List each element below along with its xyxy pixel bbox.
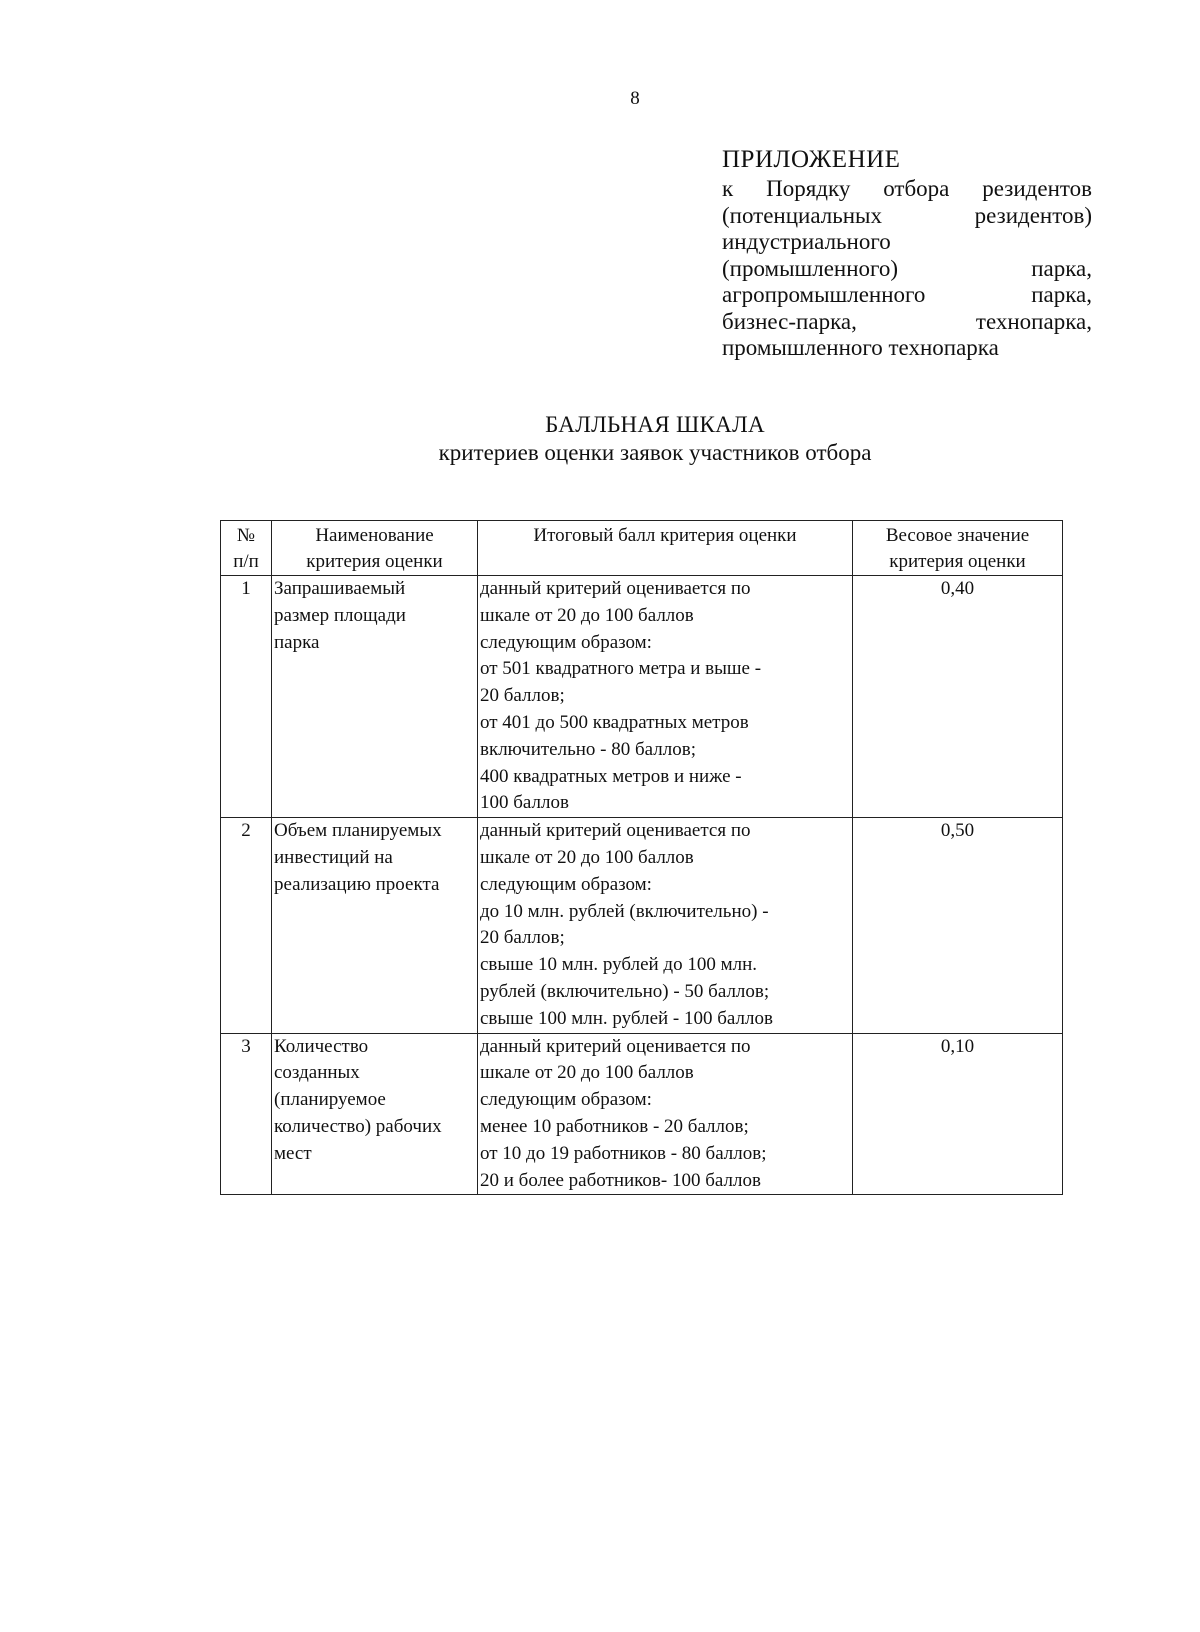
criterion-score [478,818,853,1033]
score-line: следующим образом: [480,631,652,653]
appendix-word: к [722,176,734,201]
criterion-weight: 0,40 [853,576,1063,818]
score-line: рублей (включительно) - 50 баллов; [480,980,770,1002]
score-line: свыше 10 млн. рублей до 100 млн. [480,954,758,976]
criterion-name-line: количество) рабочих [274,1115,442,1137]
appendix-title: ПРИЛОЖЕНИЕ [722,146,901,173]
appendix-word: технопарка, [975,308,1092,334]
criterion-name-line: размер площади [274,604,406,626]
appendix-word: (промышленного) [722,255,899,281]
score-line: от 10 до 19 работников - 80 баллов; [480,1142,767,1164]
score-line: шкале от 20 до 100 баллов [480,604,694,626]
document-heading: БАЛЛЬНАЯ ШКАЛА [545,412,765,437]
table-row [221,1033,1063,1195]
score-line: 400 квадратных метров и ниже - [480,765,742,787]
score-line: шкале от 20 до 100 баллов [480,1062,694,1084]
appendix-word: (потенциальных [722,202,882,228]
appendix-line [722,256,1092,283]
row-number: 2 [221,818,272,1033]
appendix-block [722,144,1092,362]
score-line: 20 баллов; [480,927,565,949]
criterion-name-line: инвестиций на [274,846,393,868]
appendix-word: парка, [1031,255,1092,281]
criterion-name-line: парка [274,631,320,653]
score-line: свыше 100 млн. рублей - 100 баллов [480,1007,773,1029]
appendix-line [722,282,1092,309]
appendix-word: парка, [1031,282,1092,307]
appendix-line [722,203,1092,230]
appendix-word: промышленного технопарка [722,335,999,360]
score-line: 20 и более работников- 100 баллов [480,1169,761,1191]
score-line: до 10 млн. рублей (включительно) - [480,900,769,922]
appendix-lines [722,176,1092,362]
appendix-word: агропромышленного [722,282,926,307]
score-line: 100 баллов [480,792,569,814]
score-line: от 501 квадратного метра и выше - [480,658,762,680]
document-subheading: критериев оценки заявок участников отбора [438,440,872,465]
criterion-name [272,576,478,818]
criterion-name [272,1033,478,1195]
appendix-word: бизнес-парка, [722,308,857,334]
criterion-weight: 0,10 [853,1033,1063,1195]
criterion-name-line: Объем планируемых [274,820,442,842]
criterion-score [478,1033,853,1195]
score-line: менее 10 работников - 20 баллов; [480,1115,749,1137]
score-line: включительно - 80 баллов; [480,738,696,760]
criterion-name-line: мест [274,1142,312,1164]
appendix-word: резидентов) [974,202,1092,228]
criterion-name-line: (планируемое [274,1089,386,1111]
criterion-name-line: Запрашиваемый [274,578,406,599]
score-line: 20 баллов; [480,685,565,707]
score-line: шкале от 20 до 100 баллов [480,846,694,868]
table-header-row [221,521,1063,576]
score-line: данный критерий оценивается по [480,1035,751,1057]
score-line: следующим образом: [480,873,652,895]
header-num: № п/п [221,521,272,576]
criterion-name-line: Количество [274,1035,369,1057]
criteria-table [220,520,1063,1195]
row-number: 1 [221,576,272,818]
row-number: 3 [221,1033,272,1195]
appendix-line [722,176,1092,203]
table-body [221,576,1063,1195]
criterion-weight: 0,50 [853,818,1063,1033]
header-score: Итоговый балл критерия оценки [478,521,853,576]
criterion-score [478,576,853,818]
header-name: Наименование критерия оценки [272,521,478,576]
table-row [221,576,1063,818]
score-line: от 401 до 500 квадратных метров [480,711,749,733]
score-line: данный критерий оценивается по [480,820,751,842]
appendix-word: отбора [883,176,950,201]
score-line: следующим образом: [480,1089,652,1111]
page-number: 8 [630,88,640,109]
appendix-word: индустриального [722,229,891,254]
appendix-line [722,229,1092,256]
appendix-line [722,309,1092,336]
criterion-name [272,818,478,1033]
score-line: данный критерий оценивается по [480,578,751,599]
appendix-word: Порядку [766,176,851,201]
table-row [221,818,1063,1033]
criterion-name-line: созданных [274,1062,360,1084]
criterion-name-line: реализацию проекта [274,873,440,895]
appendix-word: резидентов [982,176,1092,201]
appendix-line [722,335,1092,362]
header-weight: Весовое значение критерия оценки [853,521,1063,576]
